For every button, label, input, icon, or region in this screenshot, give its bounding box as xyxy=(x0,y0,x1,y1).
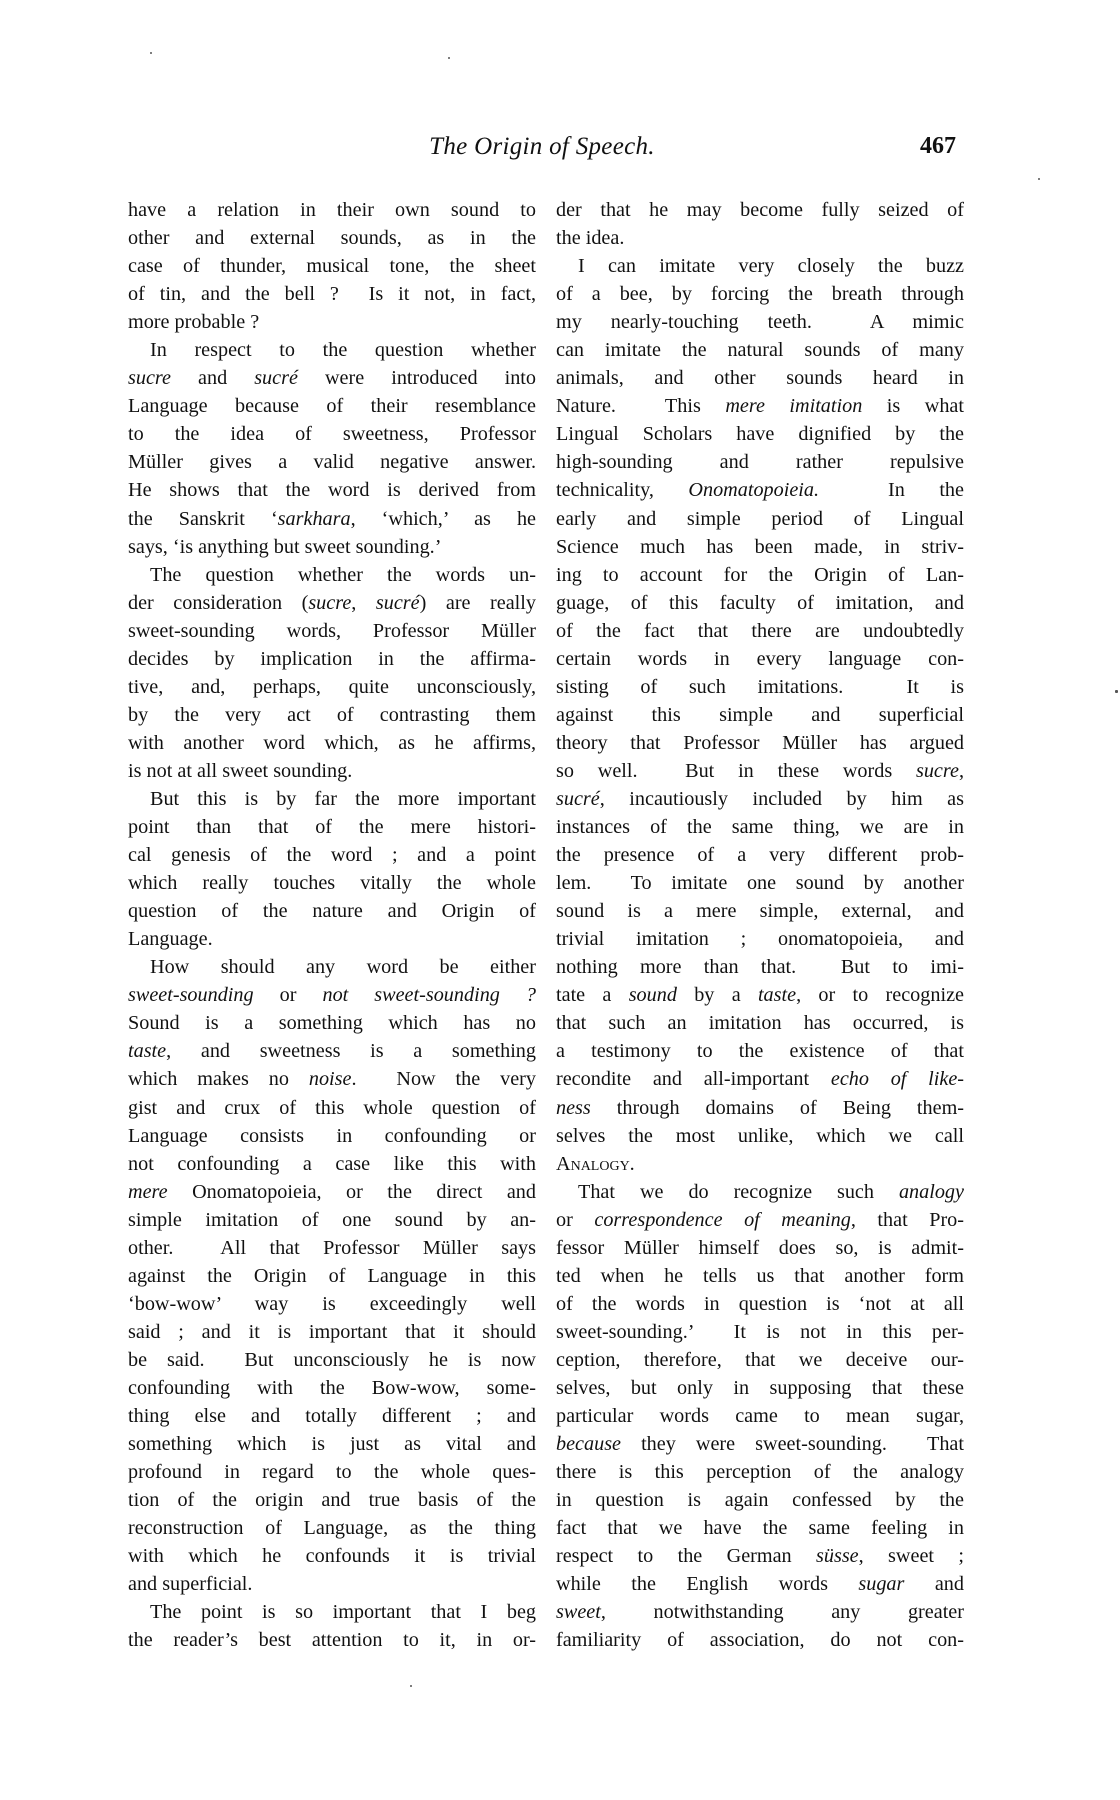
text-line: confounding with the Bow-wow, some- xyxy=(128,1376,536,1399)
text-line: of the words in question is ‘not at all xyxy=(556,1292,964,1315)
text-line: recondite and all-important echo of like- xyxy=(556,1068,964,1091)
text-line: of the fact that there are undoubtedly xyxy=(556,619,964,642)
text-line: der consideration (sucre, sucré) are really xyxy=(128,591,536,614)
text-line: ing to account for the Origin of Lan- xyxy=(556,563,964,586)
text-line: to the idea of sweetness, Professor xyxy=(128,423,536,446)
text-line: the Sanskrit ‘sarkhara, ‘which,’ as he xyxy=(128,507,536,530)
text-line: Language because of their resemblance xyxy=(128,395,536,418)
text-line: tion of the origin and true basis of the xyxy=(128,1489,536,1512)
text-line: Analogy. xyxy=(556,1152,635,1175)
text-line: How should any word be either xyxy=(150,956,536,979)
text-line: be said. But unconsciously he is now xyxy=(128,1348,536,1371)
text-line: ception, therefore, that we deceive our- xyxy=(556,1348,964,1371)
text-line: or correspondence of meaning, that Pro- xyxy=(556,1208,964,1231)
text-line: said ; and it is important that it should xyxy=(128,1320,536,1343)
scan-speck xyxy=(448,57,450,59)
text-line: theory that Professor Müller has argued xyxy=(556,731,964,754)
text-line: sweet-sounding words, Professor Müller xyxy=(128,619,536,642)
text-line: so well. But in these words sucre, xyxy=(556,759,964,782)
text-line: Sound is a something which has no xyxy=(128,1012,536,1035)
text-line: Language consists in confounding or xyxy=(128,1124,536,1147)
text-line: a testimony to the existence of that xyxy=(556,1040,964,1063)
text-line: while the English words sugar and xyxy=(556,1573,964,1596)
text-line: simple imitation of one sound by an- xyxy=(128,1208,536,1231)
text-line: the presence of a very different prob- xyxy=(556,844,964,867)
text-column-right xyxy=(556,196,964,1654)
text-line: familiarity of association, do not con- xyxy=(556,1629,964,1652)
running-title: The Origin of Speech. xyxy=(429,133,655,160)
text-line: tate a sound by a taste, or to recognize xyxy=(556,984,964,1007)
text-line: point than that of the mere histori- xyxy=(128,816,536,839)
text-line: mere Onomatopoieia, or the direct and xyxy=(128,1180,536,1203)
text-line: something which is just as vital and xyxy=(128,1433,536,1456)
text-line: of a bee, by forcing the breath through xyxy=(556,283,964,306)
text-line: animals, and other sounds heard in xyxy=(556,367,964,390)
text-line: cal genesis of the word ; and a point xyxy=(128,844,536,867)
text-line: sisting of such imitations. It is xyxy=(556,675,964,698)
text-line: of tin, and the bell ? Is it not, in fact, xyxy=(128,283,536,306)
text-line: is not at all sweet sounding. xyxy=(128,759,353,782)
text-line: guage, of this faculty of imitation, and xyxy=(556,591,964,614)
text-line: other and external sounds, as in the xyxy=(128,227,536,250)
text-line: sound is a mere simple, external, and xyxy=(556,900,964,923)
text-line: Lingual Scholars have dignified by the xyxy=(556,423,964,446)
text-line: certain words in every language con- xyxy=(556,647,964,670)
text-line: fessor Müller himself does so, is admit- xyxy=(556,1236,964,1259)
scan-speck xyxy=(150,52,152,54)
text-line: particular words came to mean sugar, xyxy=(556,1405,964,1428)
text-line: which really touches vitally the whole xyxy=(128,872,536,895)
text-line: der that he may become fully seized of xyxy=(556,199,964,221)
text-line: which makes no noise. Now the very xyxy=(128,1068,536,1091)
text-line: more probable ? xyxy=(128,311,260,334)
text-line: reconstruction of Language, as the thing xyxy=(128,1517,536,1540)
text-line: because they were sweet-sounding. That xyxy=(556,1433,964,1456)
text-line: my nearly-touching teeth. A mimic xyxy=(556,311,964,334)
text-line: and superficial. xyxy=(128,1573,253,1596)
text-line: the reader’s best attention to it, in or- xyxy=(128,1629,536,1652)
text-line: tive, and, perhaps, quite unconsciously, xyxy=(128,675,536,698)
text-line: Müller gives a valid negative answer. xyxy=(128,451,536,474)
text-line: decides by implication in the affirma- xyxy=(128,647,536,670)
text-line: Nature. This mere imitation is what xyxy=(556,395,964,418)
text-column-left xyxy=(128,196,536,1654)
text-line: there is this perception of the analogy xyxy=(556,1461,964,1484)
text-line: I can imitate very closely the buzz xyxy=(578,255,964,278)
text-line: The point is so important that I beg xyxy=(150,1601,536,1624)
text-line: trivial imitation ; onomatopoieia, and xyxy=(556,928,964,951)
running-header xyxy=(128,133,956,169)
text-line: other. All that Professor Müller says xyxy=(128,1236,536,1259)
text-line: question of the nature and Origin of xyxy=(128,900,536,923)
text-line: thing else and totally different ; and xyxy=(128,1405,536,1428)
scan-speck xyxy=(1115,690,1118,693)
text-line: early and simple period of Lingual xyxy=(556,507,964,530)
scan-speck xyxy=(1038,178,1040,180)
text-line: respect to the German süsse, sweet ; xyxy=(556,1545,964,1568)
text-line: can imitate the natural sounds of many xyxy=(556,339,964,362)
text-line: instances of the same thing, we are in xyxy=(556,816,964,839)
text-line: The question whether the words un- xyxy=(150,563,536,586)
text-line: in question is again confessed by the xyxy=(556,1489,964,1512)
text-line: have a relation in their own sound to xyxy=(128,199,536,221)
scan-speck xyxy=(410,1685,412,1687)
text-line: against the Origin of Language in this xyxy=(128,1264,536,1287)
text-line: gist and crux of this whole question of xyxy=(128,1096,536,1119)
text-line: That we do recognize such analogy xyxy=(578,1180,964,1203)
text-line: ted when he tells us that another form xyxy=(556,1264,964,1287)
text-line: says, ‘is anything but sweet sounding.’ xyxy=(128,535,442,558)
text-line: by the very act of contrasting them xyxy=(128,703,536,726)
text-line: selves the most unlike, which we call xyxy=(556,1124,964,1147)
text-line: against this simple and superficial xyxy=(556,703,964,726)
text-line: lem. To imitate one sound by another xyxy=(556,872,964,895)
text-line: sucré, incautiously included by him as xyxy=(556,787,964,810)
text-line: taste, and sweetness is a something xyxy=(128,1040,536,1063)
text-line: nothing more than that. But to imi- xyxy=(556,956,964,979)
text-line: ness through domains of Being them- xyxy=(556,1096,964,1119)
text-line: selves, but only in supposing that these xyxy=(556,1376,964,1399)
text-line: He shows that the word is derived from xyxy=(128,479,536,502)
text-line: with which he confounds it is trivial xyxy=(128,1545,536,1568)
text-line: high-sounding and rather repulsive xyxy=(556,451,964,474)
text-line: ‘bow-wow’ way is exceedingly well xyxy=(128,1292,536,1315)
text-line: the idea. xyxy=(556,227,625,250)
text-line: Language. xyxy=(128,928,213,951)
text-line: sweet-sounding or not sweet-sounding ? xyxy=(128,984,536,1007)
text-line: profound in regard to the whole ques- xyxy=(128,1461,536,1484)
text-line: sucre and sucré were introduced into xyxy=(128,367,536,390)
text-line: sweet-sounding.’ It is not in this per- xyxy=(556,1320,964,1343)
text-line: sweet, notwithstanding any greater xyxy=(556,1601,964,1624)
text-line: not confounding a case like this with xyxy=(128,1152,536,1175)
text-line: that such an imitation has occurred, is xyxy=(556,1012,964,1035)
text-line: But this is by far the more important xyxy=(150,787,536,810)
text-line: In respect to the question whether xyxy=(150,339,536,362)
page-number: 467 xyxy=(920,133,956,159)
text-line: technicality, Onomatopoieia. In the xyxy=(556,479,964,502)
text-line: Science much has been made, in striv- xyxy=(556,535,964,558)
text-line: fact that we have the same feeling in xyxy=(556,1517,964,1540)
text-line: case of thunder, musical tone, the sheet xyxy=(128,255,536,278)
text-line: with another word which, as he affirms, xyxy=(128,731,536,754)
